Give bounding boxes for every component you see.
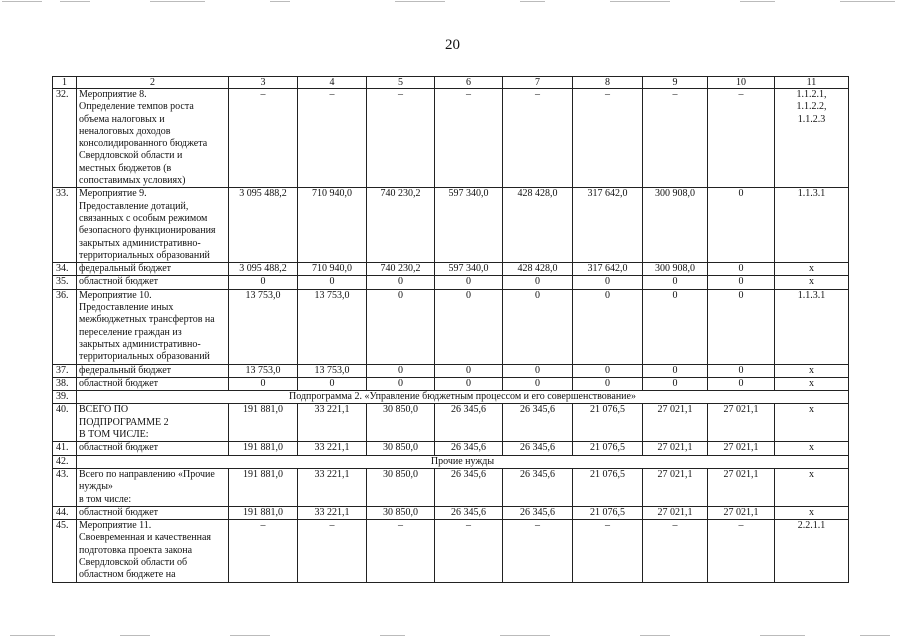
row-name-line: местных бюджетов (в [79,162,172,174]
target-reference-line: 2.2.1.1 [797,520,826,532]
value-cell-col4: 33 221,1 [298,442,367,455]
value-cell-col6: – [435,89,503,188]
value-cell-col7: 428 428,0 [503,188,573,263]
page-number: 20 [445,37,460,53]
row-name-line: Мероприятие 10. [79,289,152,301]
target-reference [775,404,849,442]
row-number: 36. [53,289,77,364]
value-cell-col5: – [367,520,435,582]
value-cell-col5: 740 230,2 [367,263,435,276]
value-cell-col3: 191 881,0 [229,506,298,519]
target-reference [775,442,849,455]
row-name-line: Своевременная и качественная [79,532,212,544]
header-cell-6: 6 [435,77,503,89]
value-cell-col6: 0 [435,276,503,289]
table-row [53,455,849,468]
header-cell-2: 2 [77,77,229,89]
value-cell-col7: – [503,520,573,582]
row-number: 37. [53,364,77,377]
value-cell-col3: 191 881,0 [229,404,298,442]
header-cell-4: 4 [298,77,367,89]
row-name-line: подготовка проекта закона [79,544,193,556]
value-cell-col3: 191 881,0 [229,442,298,455]
row-number: 34. [53,263,77,276]
value-cell-col9: – [643,520,708,582]
value-cell-col6: 0 [435,377,503,390]
value-cell-col10: 0 [708,188,775,263]
row-name-line: областной бюджет [79,442,159,454]
row-name [77,520,229,582]
table-row [53,263,849,276]
value-cell-col5: 0 [367,276,435,289]
value-cell-col9: 300 908,0 [643,263,708,276]
value-cell-col3: 13 753,0 [229,364,298,377]
row-name-line: в том числе: [79,493,132,505]
value-cell-col10: 0 [708,364,775,377]
table-row [53,506,849,519]
value-cell-col8: 0 [573,289,643,364]
value-cell-col8: – [573,520,643,582]
table-row [53,276,849,289]
row-name [77,404,229,442]
target-reference [775,89,849,188]
row-name-line: ПОДПРОГРАММЕ 2 [79,416,169,428]
header-cell-1: 1 [53,77,77,89]
value-cell-col7: 26 345,6 [503,404,573,442]
header-cell-3: 3 [229,77,298,89]
value-cell-col4: 33 221,1 [298,468,367,506]
value-cell-col9: 27 021,1 [643,468,708,506]
value-cell-col6: 26 345,6 [435,404,503,442]
table-row [53,377,849,390]
row-name-line: Мероприятие 9. [79,188,147,200]
row-number: 41. [53,442,77,455]
header-cell-8: 8 [573,77,643,89]
value-cell-col5: – [367,89,435,188]
table-row [53,404,849,442]
target-reference-line: х [809,506,814,518]
target-reference [775,364,849,377]
row-name-line: объема налоговых и [79,113,165,125]
row-name-line: закрытых административно- [79,338,201,350]
budget-table [52,76,849,583]
section-title: Подпрограмма 2. «Управление бюджетным процессом и его совершенствование» [77,391,849,404]
row-name-line: Свердловской области и [79,150,183,162]
value-cell-col10: – [708,89,775,188]
row-name-line: Определение темпов роста [79,101,194,113]
value-cell-col7: 26 345,6 [503,442,573,455]
table-row [53,89,849,188]
row-name-line: федеральный бюджет [79,263,172,275]
table-row [53,391,849,404]
target-reference [775,188,849,263]
row-number: 38. [53,377,77,390]
row-name-line: консолидированного бюджета [79,138,208,150]
target-reference-line: 1.1.2.1, [796,89,827,100]
row-name-line: территориальных образований [79,249,210,261]
value-cell-col7: 26 345,6 [503,506,573,519]
row-name-line: Предоставление дотаций, [79,200,189,212]
value-cell-col7: 0 [503,276,573,289]
row-number: 42. [53,455,77,468]
target-reference-line: 1.1.2.2, [796,101,827,113]
table-row [53,289,849,364]
value-cell-col10: 27 021,1 [708,506,775,519]
value-cell-col7: 0 [503,364,573,377]
row-name [77,263,229,276]
value-cell-col3: 191 881,0 [229,468,298,506]
value-cell-col5: 0 [367,364,435,377]
value-cell-col5: 0 [367,289,435,364]
value-cell-col10: – [708,520,775,582]
target-reference [775,263,849,276]
target-reference [775,468,849,506]
value-cell-col4: 0 [298,377,367,390]
value-cell-col10: 27 021,1 [708,442,775,455]
table-row [53,188,849,263]
value-cell-col4: 710 940,0 [298,263,367,276]
value-cell-col10: 27 021,1 [708,468,775,506]
row-name-line: В ТОМ ЧИСЛЕ: [79,429,149,441]
row-name [77,468,229,506]
value-cell-col10: 0 [708,289,775,364]
row-name-line: Мероприятие 8. [79,89,147,100]
header-cell-9: 9 [643,77,708,89]
target-reference-line: 1.1.3.1 [797,289,826,301]
target-reference-line: 1.1.2.3 [797,113,826,125]
row-name-line: связанных с особым режимом [79,212,208,224]
header-cell-5: 5 [367,77,435,89]
value-cell-col5: 30 850,0 [367,468,435,506]
row-name-line: Предоставление иных [79,302,174,314]
target-reference-line: х [809,276,814,288]
value-cell-col5: 30 850,0 [367,404,435,442]
row-name-line: сопоставимых условиях) [79,175,186,187]
value-cell-col9: 0 [643,377,708,390]
value-cell-col4: 710 940,0 [298,188,367,263]
value-cell-col6: 26 345,6 [435,506,503,519]
value-cell-col4: 0 [298,276,367,289]
row-name [77,377,229,390]
value-cell-col4: – [298,520,367,582]
target-reference [775,520,849,582]
value-cell-col8: 317 642,0 [573,188,643,263]
row-name [77,289,229,364]
row-name-line: Свердловской области об [79,556,188,568]
value-cell-col9: 27 021,1 [643,404,708,442]
value-cell-col5: 30 850,0 [367,442,435,455]
target-reference-line: х [809,404,814,416]
value-cell-col6: 26 345,6 [435,442,503,455]
row-number: 45. [53,520,77,582]
target-reference [775,377,849,390]
header-row [53,77,849,89]
row-number: 39. [53,391,77,404]
row-name [77,364,229,377]
value-cell-col4: – [298,89,367,188]
value-cell-col8: – [573,89,643,188]
row-number: 44. [53,506,77,519]
header-cell-7: 7 [503,77,573,89]
value-cell-col3: – [229,89,298,188]
value-cell-col8: 0 [573,276,643,289]
value-cell-col4: 13 753,0 [298,289,367,364]
row-name-line: Мероприятие 11. [79,520,152,532]
value-cell-col9: 27 021,1 [643,442,708,455]
value-cell-col3: – [229,520,298,582]
value-cell-col7: 26 345,6 [503,468,573,506]
table-row [53,520,849,582]
value-cell-col4: 33 221,1 [298,506,367,519]
value-cell-col5: 740 230,2 [367,188,435,263]
row-name-line: областной бюджет [79,377,159,389]
row-name-line: областном бюджете на [79,569,176,581]
row-name-line: областной бюджет [79,276,159,288]
value-cell-col3: 13 753,0 [229,289,298,364]
value-cell-col7: 0 [503,377,573,390]
value-cell-col5: 30 850,0 [367,506,435,519]
value-cell-col3: 3 095 488,2 [229,263,298,276]
value-cell-col7: 428 428,0 [503,263,573,276]
row-name-line: неналоговых доходов [79,125,171,137]
table-row [53,364,849,377]
value-cell-col6: 26 345,6 [435,468,503,506]
value-cell-col6: – [435,520,503,582]
value-cell-col6: 0 [435,364,503,377]
value-cell-col8: 21 076,5 [573,442,643,455]
row-name-line: территориальных образований [79,351,210,363]
target-reference-line: 1.1.3.1 [797,188,826,200]
scan-top-edge [0,0,905,4]
target-reference [775,276,849,289]
value-cell-col4: 33 221,1 [298,404,367,442]
value-cell-col9: – [643,89,708,188]
row-name-line: федеральный бюджет [79,364,172,376]
row-name-line: областной бюджет [79,506,159,518]
row-name [77,188,229,263]
header-cell-11: 11 [775,77,849,89]
header-cell-10: 10 [708,77,775,89]
row-name [77,442,229,455]
target-reference-line: х [809,377,814,389]
value-cell-col6: 597 340,0 [435,188,503,263]
table-body [53,77,849,583]
value-cell-col4: 13 753,0 [298,364,367,377]
row-name [77,89,229,188]
value-cell-col10: 0 [708,263,775,276]
value-cell-col8: 21 076,5 [573,404,643,442]
row-name [77,276,229,289]
value-cell-col10: 0 [708,276,775,289]
target-reference-line: х [809,263,814,275]
value-cell-col9: 0 [643,276,708,289]
row-name-line: закрытых административно- [79,237,201,249]
scan-bottom-edge [0,634,905,638]
target-reference [775,289,849,364]
value-cell-col8: 0 [573,377,643,390]
row-name-line: переселение граждан из [79,326,182,338]
table-row [53,468,849,506]
value-cell-col6: 0 [435,289,503,364]
row-name-line: Всего по направлению «Прочие [79,468,215,480]
value-cell-col7: – [503,89,573,188]
row-name-line: ВСЕГО ПО [79,404,129,416]
row-number: 33. [53,188,77,263]
value-cell-col7: 0 [503,289,573,364]
value-cell-col9: 0 [643,364,708,377]
value-cell-col9: 300 908,0 [643,188,708,263]
row-name-line: нужды» [79,481,113,493]
value-cell-col3: 0 [229,377,298,390]
value-cell-col10: 27 021,1 [708,404,775,442]
value-cell-col8: 21 076,5 [573,468,643,506]
value-cell-col8: 21 076,5 [573,506,643,519]
value-cell-col10: 0 [708,377,775,390]
value-cell-col3: 0 [229,276,298,289]
value-cell-col5: 0 [367,377,435,390]
target-reference [775,506,849,519]
value-cell-col8: 0 [573,364,643,377]
row-number: 35. [53,276,77,289]
target-reference-line: х [809,468,814,480]
row-number: 32. [53,89,77,188]
row-number: 43. [53,468,77,506]
target-reference-line: х [809,364,814,376]
table-row [53,442,849,455]
section-title: Прочие нужды [77,455,849,468]
row-name-line: безопасного функционирования [79,225,216,237]
value-cell-col9: 0 [643,289,708,364]
row-name-line: межбюджетных трансфертов на [79,314,215,326]
value-cell-col9: 27 021,1 [643,506,708,519]
target-reference-line: х [809,442,814,454]
value-cell-col3: 3 095 488,2 [229,188,298,263]
value-cell-col6: 597 340,0 [435,263,503,276]
row-name [77,506,229,519]
row-number: 40. [53,404,77,442]
value-cell-col8: 317 642,0 [573,263,643,276]
